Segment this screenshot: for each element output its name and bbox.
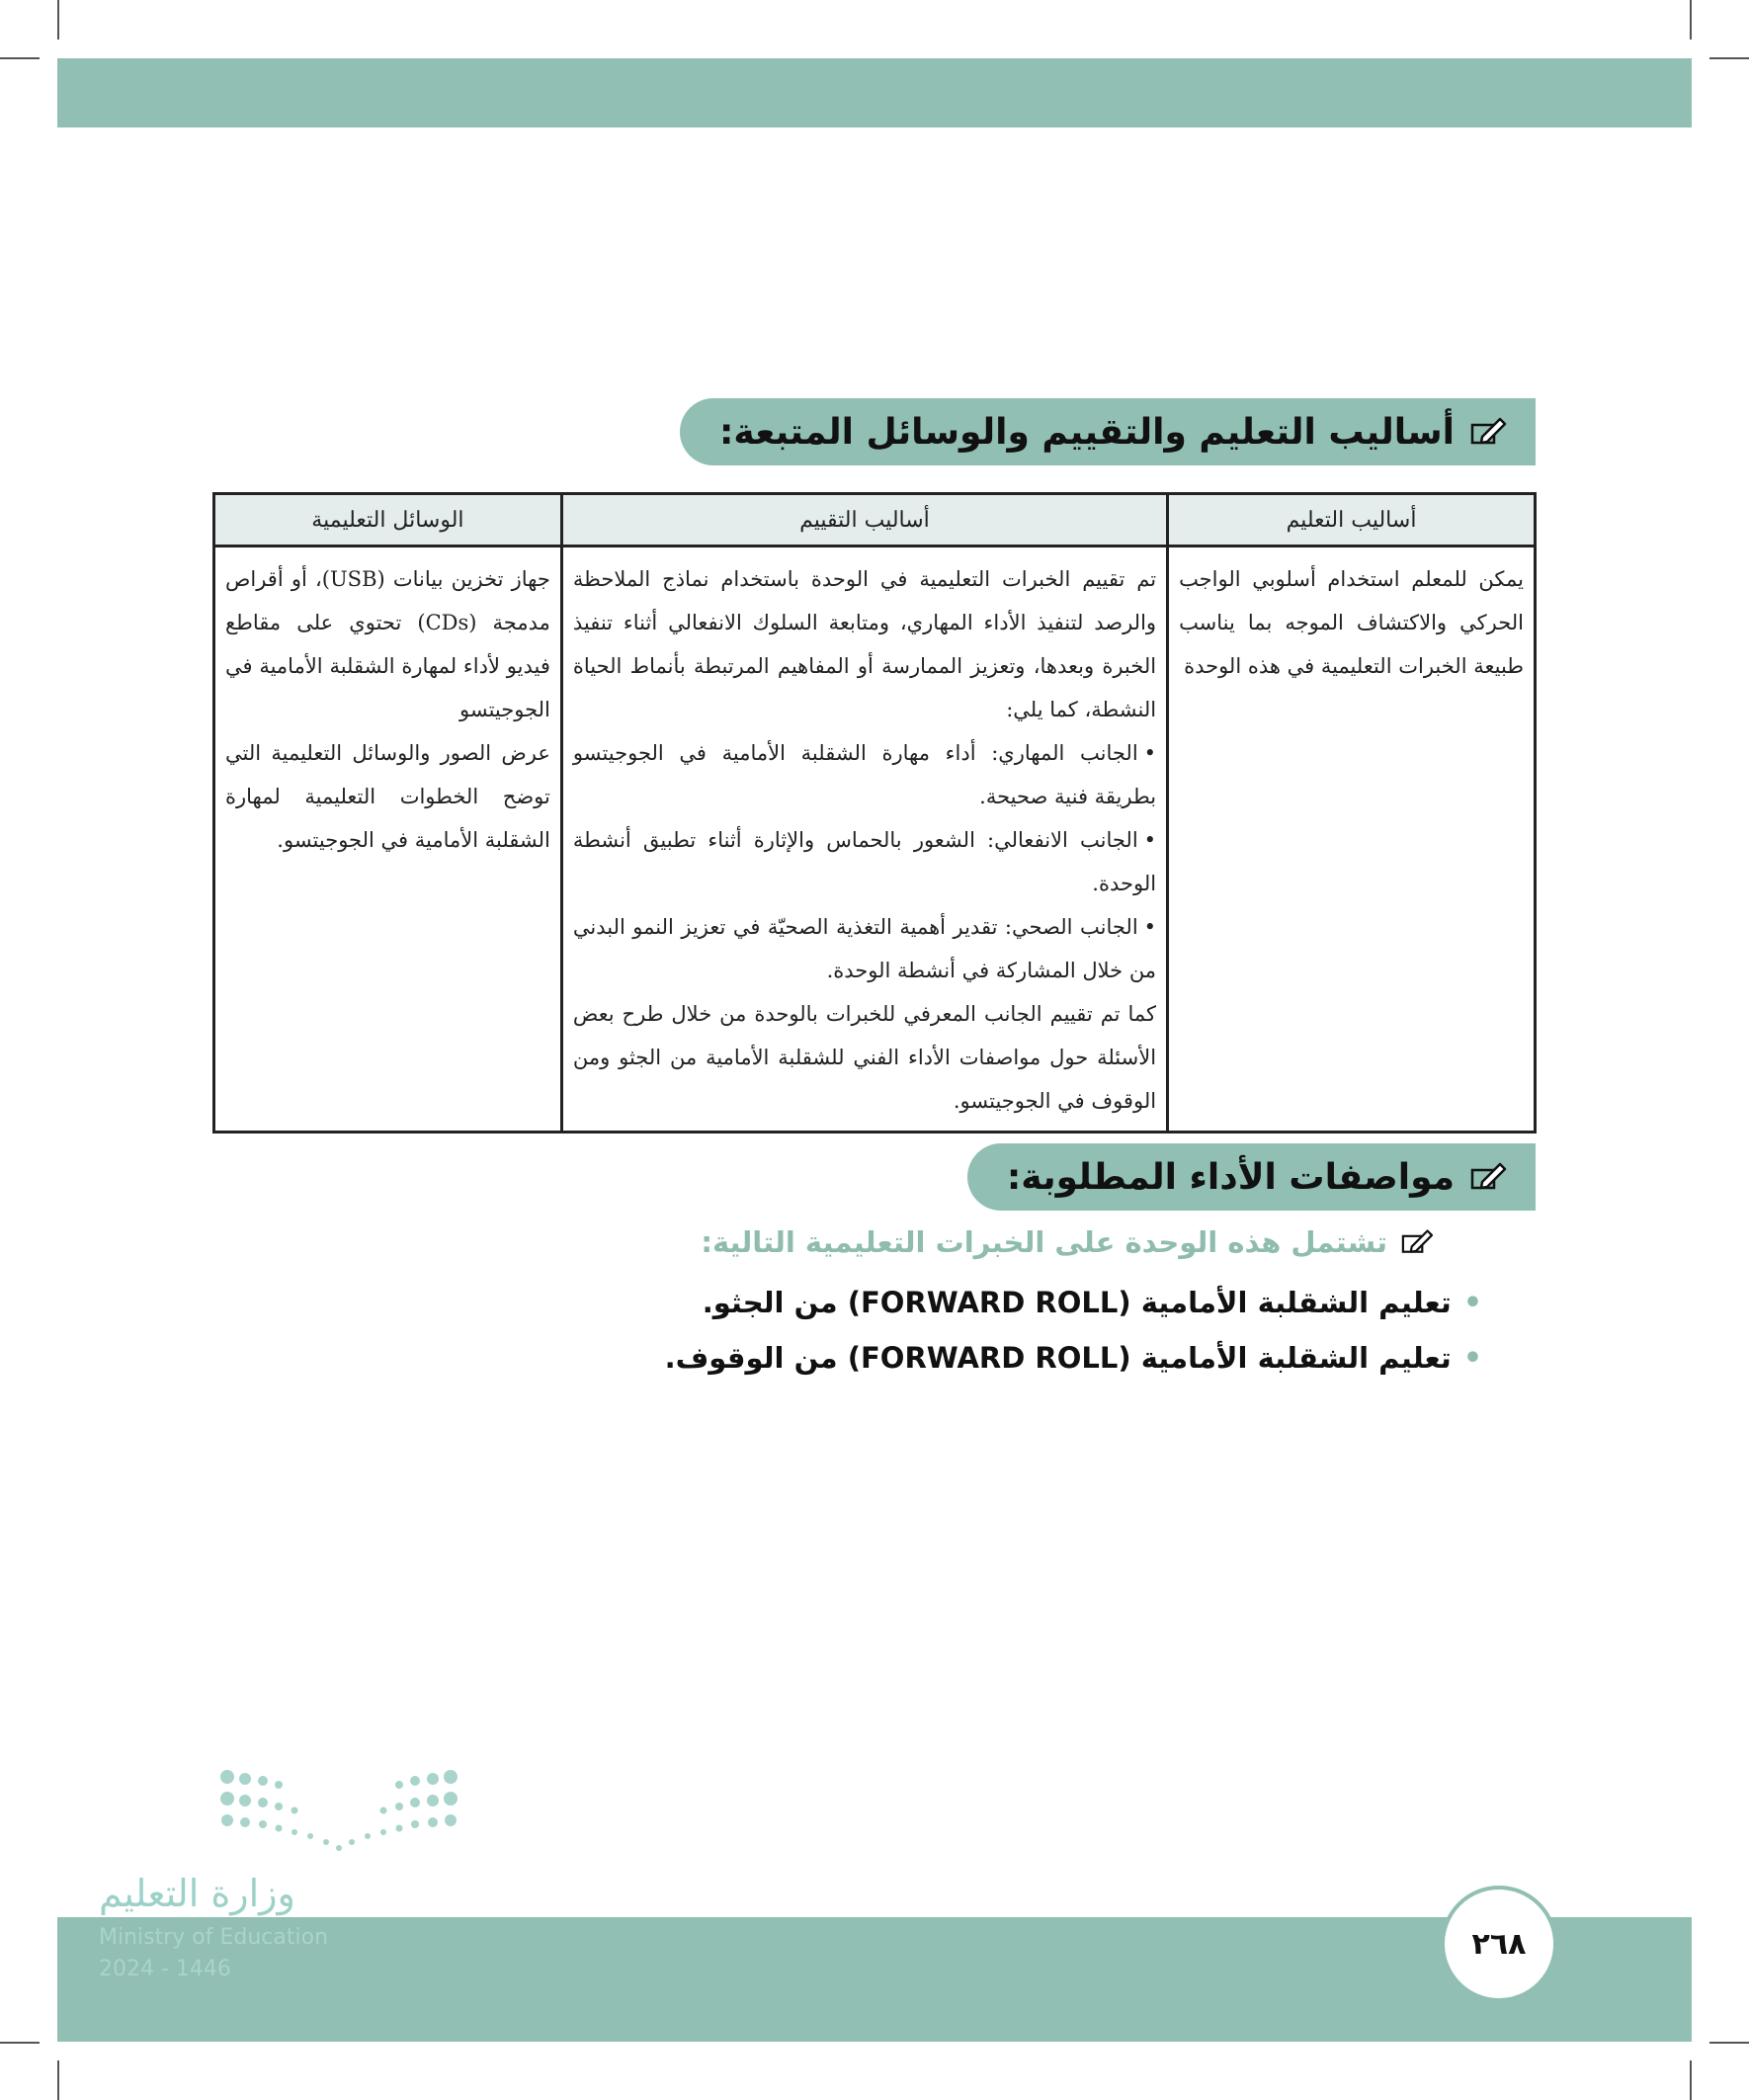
table-row: [214, 546, 1536, 1133]
list-item-text: تعليم الشقلبة الأمامية (FORWARD ROLL) من الجثو.: [702, 1286, 1452, 1319]
experiences-heading: [701, 1225, 1435, 1259]
ministry-logo-icon: [215, 1767, 462, 1856]
page-number: ٢٦٨: [1441, 1886, 1557, 2002]
bullet-text: الجانب المهاري: أداء مهارة الشقلبة الأمامية في الجوجيتسو بطريقة فنية صحيحة.: [572, 741, 1157, 808]
bullet-dot: •: [1143, 828, 1157, 852]
bullet-dot: •: [1462, 1340, 1482, 1376]
header-teaching-methods: أساليب التعليم: [1168, 494, 1536, 546]
methods-table: [212, 492, 1537, 1134]
list-item: [665, 1330, 1482, 1386]
bullet-dot: •: [1143, 915, 1157, 939]
crop-mark: [1709, 2042, 1749, 2044]
experiences-heading-text: تشتمل هذه الوحدة على الخبرات التعليمية التالية:: [701, 1225, 1387, 1259]
evaluation-closing: كما تم تقييم الجانب المعرفي للخبرات بالوحدة من خلال طرح بعض الأسئلة حول مواصفات الأداء الفني للشقلبة الأمامية من الجثو ومن الوقوف في الجوجيتسو.: [572, 1002, 1157, 1113]
experiences-list: [665, 1275, 1482, 1386]
bullet-text: الجانب الانفعالي: الشعور بالحماس والإثارة أثناء تطبيق أنشطة الوحدة.: [572, 828, 1157, 895]
evaluation-bullet-health: [573, 905, 1156, 992]
evaluation-intro: تم تقييم الخبرات التعليمية في الوحدة باستخدام نماذج الملاحظة والرصد لتنفيذ الأداء المهاري، ومتابعة السلوك الانفعالي أثناء تنفيذ الخبرة وبعدها، وتعزيز الممارسة أو المفاهيم المرتبطة بأنماط الحياة النشطة، كما يلي:: [572, 567, 1157, 721]
bullet-dot: •: [1462, 1285, 1482, 1320]
pen-note-icon: [1468, 1160, 1508, 1194]
edition-year: 2024 - 1446: [99, 1957, 231, 1981]
section-header-performance: [967, 1143, 1536, 1211]
teaching-tools-cell: [214, 546, 562, 1133]
tools-paragraph-images: عرض الصور والوسائل التعليمية التي توضح الخطوات التعليمية لمهارة الشقلبة الأمامية في الجوجيتسو.: [225, 741, 550, 852]
table-header-row: [214, 494, 1536, 546]
section-title: أساليب التعليم والتقييم والوسائل المتبعة:: [719, 411, 1455, 453]
ministry-name-english: Ministry of Education: [99, 1925, 329, 1950]
section-title: مواصفات الأداء المطلوبة:: [1006, 1156, 1455, 1198]
header-teaching-tools: الوسائل التعليمية: [214, 494, 562, 546]
section-header-methods: [680, 398, 1536, 465]
evaluation-methods-cell: [561, 546, 1167, 1133]
crop-mark: [0, 57, 40, 59]
bullet-dot: •: [1143, 741, 1157, 765]
teaching-methods-text: يمكن للمعلم استخدام أسلوبي الواجب الحركي والاكتشاف الموجه بما يناسب طبيعة الخبرات التعليمية في هذه الوحدة: [1179, 567, 1524, 678]
list-item: [665, 1275, 1482, 1330]
evaluation-bullet-emotional: [573, 818, 1156, 905]
evaluation-bullet-skill: [573, 731, 1156, 818]
teaching-methods-cell: [1168, 546, 1536, 1133]
ministry-name-arabic: وزارة التعليم: [99, 1872, 295, 1915]
crop-mark: [0, 2042, 40, 2044]
crop-mark: [1709, 57, 1749, 59]
crop-mark: [1690, 0, 1692, 40]
header-evaluation-methods: أساليب التقييم: [561, 494, 1167, 546]
pen-note-icon: [1468, 415, 1508, 449]
tools-paragraph-usb: جهاز تخزين بيانات (USB)، أو أقراص مدمجة (CDs) تحتوي على مقاطع فيديو لأداء لمهارة الشقلبة الأمامية في الجوجيتسو: [225, 567, 550, 721]
crop-mark: [1690, 2060, 1692, 2100]
crop-mark: [57, 0, 59, 40]
bullet-text: الجانب الصحي: تقدير أهمية التغذية الصحيّة في تعزيز النمو البدني من خلال المشاركة في أنشطة الوحدة.: [572, 915, 1157, 982]
crop-mark: [57, 2060, 59, 2100]
list-item-text: تعليم الشقلبة الأمامية (FORWARD ROLL) من الوقوف.: [664, 1341, 1452, 1375]
top-banner: [57, 58, 1692, 127]
pen-note-icon: [1399, 1227, 1435, 1257]
